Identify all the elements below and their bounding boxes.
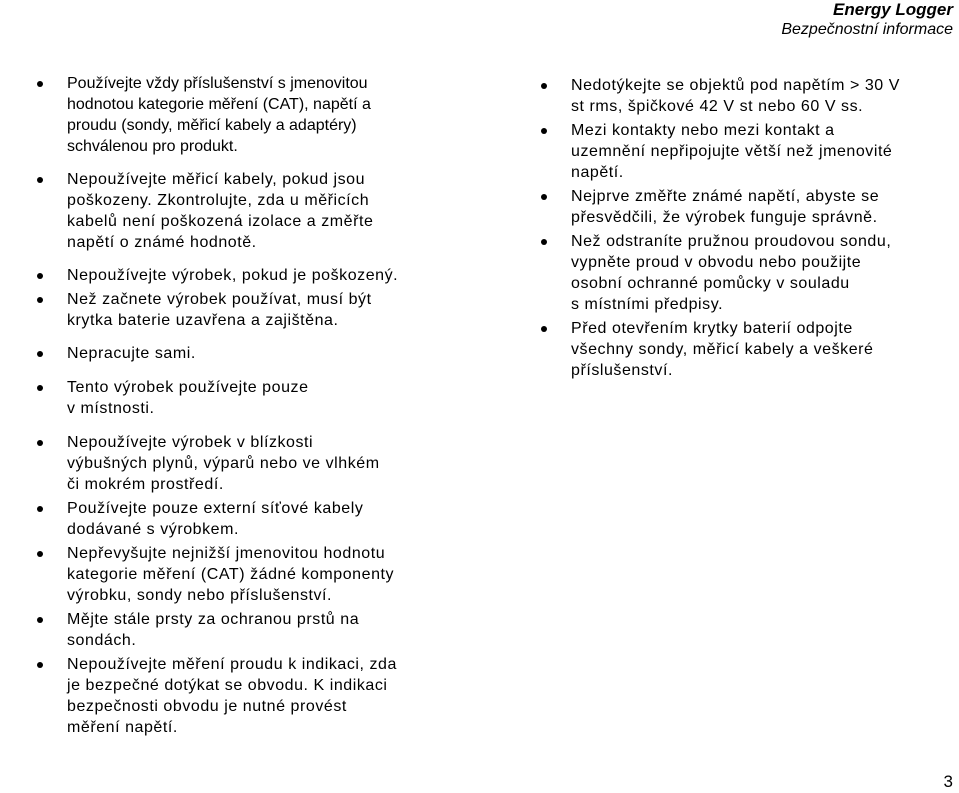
item-line: napětí o známé hodnotě. [67,234,257,251]
bullet-icon [541,128,547,134]
item-line: uzemnění nepřipojujte větší než jmenovité [571,143,893,160]
list-item [571,186,936,228]
page-number: 3 [943,772,953,791]
item-line: Mějte stále prsty za ochranou prstů na [67,611,360,628]
item-line: bezpečnosti obvodu je nutné provést [67,698,347,715]
item-line: krytka baterie uzavřena a zajištěna. [67,312,339,329]
document-title: Energy Logger [833,0,953,19]
item-line: Nedotýkejte se objektů pod napětím > 30 V [571,77,900,94]
bullet-icon [37,617,43,623]
item-line: proudu (sondy, měřicí kabely a adaptéry) [67,117,357,134]
item-line: Používejte vždy příslušenství s jmenovitou [67,75,368,92]
list-item [67,543,412,606]
item-line: výbušných plynů, výparů nebo ve vlhkém [67,455,380,472]
item-line: či mokrém prostředí. [67,476,224,493]
item-line: Nepracujte sami. [67,345,196,362]
section-title: Bezpečnostní informace [781,21,953,38]
item-line: s místními předpisy. [571,296,724,313]
item-line: Nejprve změřte známé napětí, abyste se [571,188,880,205]
list-item [571,318,936,381]
list-item [571,120,936,183]
page-header [781,0,953,40]
bullet-icon [541,239,547,245]
list-item [67,654,412,738]
list-item [67,73,412,157]
item-line: vypněte proud v obvodu nebo použijte [571,254,862,271]
bullet-icon [37,506,43,512]
item-line: sondách. [67,632,137,649]
bullet-icon [37,551,43,557]
item-line: schválenou pro produkt. [67,138,238,155]
item-line: Nepoužívejte výrobek v blízkosti [67,434,314,451]
item-line: Nepoužívejte výrobek, pokud je poškozený. [67,267,399,284]
bullet-icon [541,194,547,200]
item-line: napětí. [571,164,624,181]
list-item [571,231,936,315]
item-line: Používejte pouze externí síťové kabely [67,500,364,517]
item-line: kabelů není poškozená izolace a změřte [67,213,374,230]
left-bullet-list [67,73,412,738]
bullet-icon [37,177,43,183]
item-line: Nepřevyšujte nejnižší jmenovitou hodnotu [67,545,386,562]
bullet-icon [37,351,43,357]
list-item [67,289,412,331]
item-line: poškozeny. Zkontrolujte, zda u měřicích [67,192,370,209]
list-item [67,498,412,540]
list-item [571,75,936,117]
item-line: st rms, špičkové 42 V st nebo 60 V ss. [571,98,864,115]
bullet-icon [37,273,43,279]
bullet-icon [37,297,43,303]
bullet-icon [37,81,43,87]
item-line: hodnotou kategorie měření (CAT), napětí a [67,96,371,113]
right-bullet-list [571,75,936,381]
list-item [67,265,412,286]
bullet-icon [541,83,547,89]
list-item [67,432,412,495]
bullet-icon [37,662,43,668]
bullet-icon [541,326,547,332]
item-line: Tento výrobek používejte pouze [67,379,309,396]
bullet-icon [37,440,43,446]
list-item [67,343,412,364]
item-line: dodávané s výrobkem. [67,521,239,538]
item-line: Nepoužívejte měřicí kabely, pokud jsou [67,171,366,188]
item-line: kategorie měření (CAT) žádné komponenty [67,566,395,583]
item-line: výrobku, sondy nebo příslušenství. [67,587,333,604]
item-line: Před otevřením krytky baterií odpojte [571,320,853,337]
item-line: osobní ochranné pomůcky v souladu [571,275,850,292]
item-line: přesvědčili, že výrobek funguje správně. [571,209,878,226]
item-line: všechny sondy, měřicí kabely a veškeré [571,341,874,358]
item-line: v místnosti. [67,400,155,417]
item-line: příslušenství. [571,362,673,379]
item-line: Než začnete výrobek používat, musí být [67,291,372,308]
item-line: měření napětí. [67,719,178,736]
item-line: Nepoužívejte měření proudu k indikaci, zda [67,656,397,673]
bullet-icon [37,385,43,391]
item-line: Mezi kontakty nebo mezi kontakt a [571,122,835,139]
item-line: Než odstraníte pružnou proudovou sondu, [571,233,892,250]
list-item [67,169,412,253]
list-item [67,609,412,651]
item-line: je bezpečné dotýkat se obvodu. K indikaci [67,677,388,694]
list-item [67,377,412,419]
